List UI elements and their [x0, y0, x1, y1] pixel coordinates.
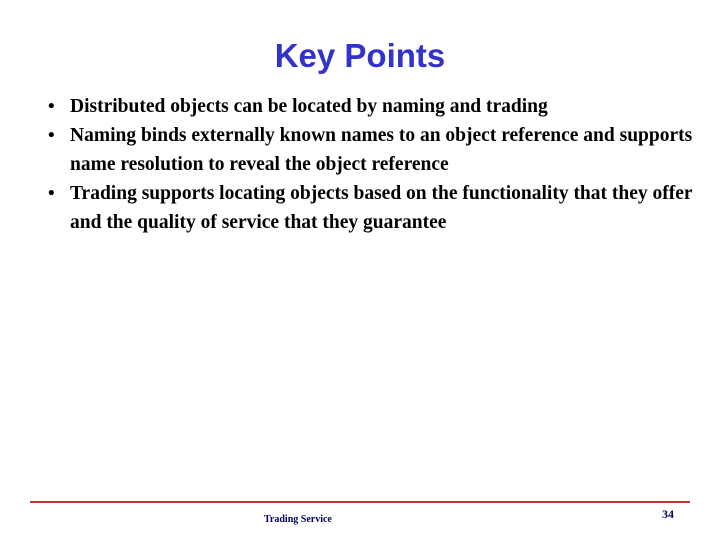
bullet-text: Distributed objects can be located by naming and trading	[70, 96, 548, 117]
bullet-item	[48, 92, 708, 121]
bullet-item	[48, 121, 708, 179]
bullet-icon: •	[48, 96, 55, 117]
footer-divider	[30, 501, 690, 503]
page-number: 34	[662, 507, 674, 521]
bullet-list	[48, 92, 708, 237]
bullet-item	[48, 179, 708, 237]
slide-title: Key Points	[274, 37, 446, 74]
bullet-text: Naming binds externally known names to an object reference and supports name resolution to reveal the object reference	[70, 125, 693, 175]
bullet-text: Trading supports locating objects based on the functionality that they offer and the quality of service that they guarantee	[70, 183, 693, 233]
footer-label: Trading Service	[264, 514, 332, 525]
bullet-icon: •	[48, 125, 55, 146]
bullet-icon: •	[48, 183, 55, 204]
